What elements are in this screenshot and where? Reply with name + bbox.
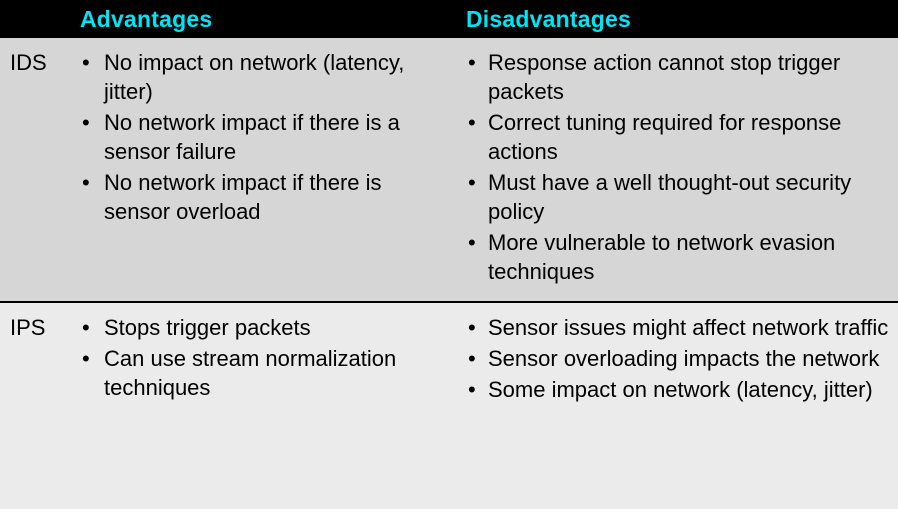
cell-ids-disadvantages: [452, 38, 898, 288]
list-item-text: Response action cannot stop trigger packets: [488, 50, 841, 104]
list-item-text: No network impact if there is sensor overload: [104, 170, 382, 224]
list-ids-disadvantages: [466, 38, 898, 286]
bullet-icon: •: [468, 377, 476, 402]
list-ids-advantages: [80, 38, 452, 226]
list-ips-advantages: [80, 303, 452, 402]
list-item: [466, 228, 890, 286]
list-item: [80, 344, 444, 402]
bullet-icon: •: [468, 50, 476, 75]
bullet-icon: •: [82, 346, 90, 371]
list-item-text: More vulnerable to network evasion techniques: [488, 230, 836, 284]
list-item-text: No impact on network (latency, jitter): [104, 50, 405, 104]
list-item: [466, 48, 890, 106]
bullet-icon: •: [468, 315, 476, 340]
list-item: [466, 375, 890, 404]
table-header-row: [0, 0, 898, 38]
header-disadvantages-text: Disadvantages: [466, 5, 631, 32]
list-item-text: Must have a well thought-out security policy: [488, 170, 852, 224]
table-row-ids: [0, 38, 898, 303]
table-row-ips: [0, 303, 898, 509]
bullet-icon: •: [82, 170, 90, 195]
list-item-text: Sensor issues might affect network traffic: [488, 315, 889, 340]
header-cell-disadvantages: [452, 6, 898, 33]
cell-ips-advantages: [62, 303, 452, 404]
list-ips-disadvantages: [466, 303, 898, 404]
bullet-icon: •: [468, 170, 476, 195]
list-item-text: Sensor overloading impacts the network: [488, 346, 880, 371]
bullet-icon: •: [468, 346, 476, 371]
cell-ips-disadvantages: [452, 303, 898, 406]
list-item: [80, 108, 444, 166]
bullet-icon: •: [468, 110, 476, 135]
list-item: [80, 48, 444, 106]
row-label-ips: IPS: [10, 315, 46, 340]
list-item: [466, 108, 890, 166]
list-item: [80, 313, 444, 342]
header-advantages-text: Advantages: [80, 5, 213, 32]
bullet-icon: •: [82, 110, 90, 135]
list-item-text: Correct tuning required for response actions: [488, 110, 842, 164]
list-item: [466, 344, 890, 373]
list-item-text: Some impact on network (latency, jitter): [488, 377, 873, 402]
list-item-text: Can use stream normalization techniques: [104, 346, 397, 400]
bullet-icon: •: [82, 315, 90, 340]
header-cell-advantages: [62, 6, 452, 33]
bullet-icon: •: [468, 230, 476, 255]
cell-ids-advantages: [62, 38, 452, 228]
row-label-cell-ids: [0, 38, 62, 76]
bullet-icon: •: [82, 50, 90, 75]
row-label-ids: IDS: [10, 50, 47, 75]
list-item-text: No network impact if there is a sensor failure: [104, 110, 400, 164]
row-label-cell-ips: [0, 303, 62, 341]
list-item: [466, 168, 890, 226]
list-item: [466, 313, 890, 342]
list-item-text: Stops trigger packets: [104, 315, 311, 340]
list-item: [80, 168, 444, 226]
